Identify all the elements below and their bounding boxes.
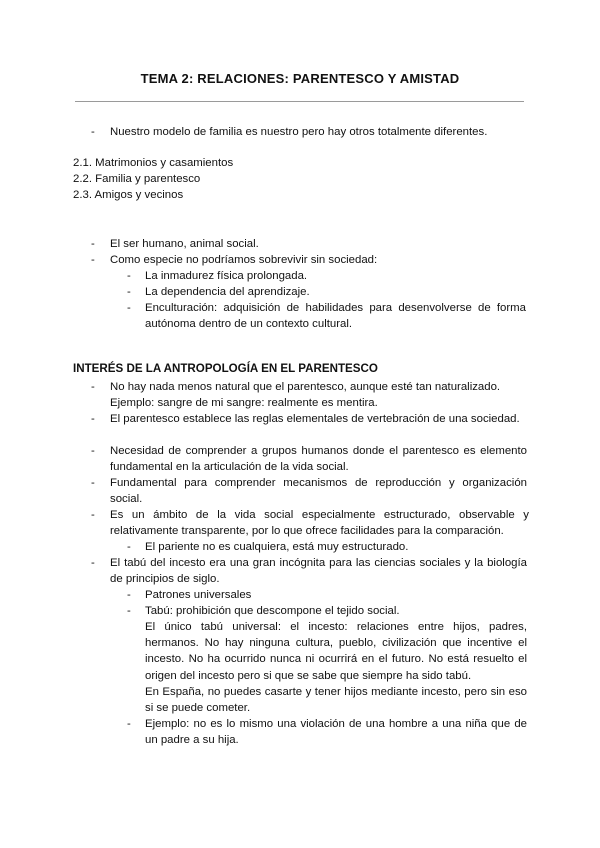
title-divider <box>75 101 524 102</box>
section-item: 2.2. Familia y parentesco <box>73 173 201 185</box>
social-subbullet-text: La dependencia del aprendizaje. <box>145 286 310 298</box>
interest-bullet-text: No hay nada menos natural que el parentesco, aunque esté tan naturalizado. Ejemplo: sangre de mi sangre: realmente es mentira. <box>110 381 501 410</box>
bullet-dash: - <box>127 589 131 601</box>
interest-bullet-text: Es un ámbito de la vida social especialmente estructurado, observable y relativamente transparente, por lo que ofrece facilidades para la comparación. <box>110 509 529 538</box>
bullet-dash: - <box>91 477 95 489</box>
interest-subbullet-text: Ejemplo: no es lo mismo una violación de una hombre a una niña que de un padre a su hija. <box>145 718 527 747</box>
interest-bullet-text: Fundamental para comprender mecanismos de reproducción y organización social. <box>110 477 527 506</box>
social-subbullet-text: La inmadurez física prolongada. <box>145 270 308 282</box>
bullet-dash: - <box>91 413 95 425</box>
interest-subbullet-text: El pariente no es cualquiera, está muy estructurado. <box>145 541 409 553</box>
social-bullet-text: El ser humano, animal social. <box>110 238 259 250</box>
bullet-dash: - <box>91 254 95 266</box>
bullet-dash: - <box>127 605 131 617</box>
bullet-dash: - <box>91 509 95 521</box>
interest-subbullet-text: Tabú: prohibición que descompone el tejido social. <box>145 605 400 617</box>
intro-bullet-text: Nuestro modelo de familia es nuestro pero hay otros totalmente diferentes. <box>110 126 488 138</box>
interest-paragraph: El único tabú universal: el incesto: relaciones entre hijos, padres, hermanos. No hay ninguna cultura, pueblo, civilización que incentive el incesto. No ha ocurrido nunca ni ocurrirá en el futuro. No está resuelto el origen del incesto pero si que se sabe que siempre ha sido tabú. <box>145 621 527 682</box>
section-heading: INTERÉS DE LA ANTROPOLOGÍA EN EL PARENTESCO <box>73 362 378 375</box>
bullet-dash: - <box>127 541 131 553</box>
interest-bullet-text: El parentesco establece las reglas elementales de vertebración de una sociedad. <box>110 413 520 425</box>
interest-paragraph: En España, no puedes casarte y tener hijos mediante incesto, pero sin eso si se puede cometer. <box>145 686 527 715</box>
bullet-dash: - <box>91 557 95 569</box>
section-item: 2.3. Amigos y vecinos <box>73 189 184 201</box>
section-item: 2.1. Matrimonios y casamientos <box>73 157 234 169</box>
page-title: TEMA 2: RELACIONES: PARENTESCO Y AMISTAD <box>140 71 460 86</box>
interest-bullet-text: El tabú del incesto era una gran incógnita para las ciencias sociales y la biología de principios de siglo. <box>110 557 527 586</box>
social-subbullet-text: Enculturación: adquisición de habilidades para desenvolverse de forma autónoma dentro de un contexto cultural. <box>145 302 526 331</box>
bullet-dash: - <box>127 270 131 282</box>
bullet-dash: - <box>91 445 95 457</box>
bullet-dash: - <box>91 126 95 138</box>
social-bullet-text: Como especie no podríamos sobrevivir sin sociedad: <box>110 254 378 266</box>
bullet-dash: - <box>91 381 95 393</box>
bullet-dash: - <box>91 238 95 250</box>
bullet-dash: - <box>127 302 131 314</box>
interest-bullet-text: Necesidad de comprender a grupos humanos donde el parentesco es elemento fundamental en la articulación de la vida social. <box>110 445 527 474</box>
interest-subbullet-text: Patrones universales <box>145 589 252 601</box>
bullet-dash: - <box>127 286 131 298</box>
bullet-dash: - <box>127 718 131 730</box>
